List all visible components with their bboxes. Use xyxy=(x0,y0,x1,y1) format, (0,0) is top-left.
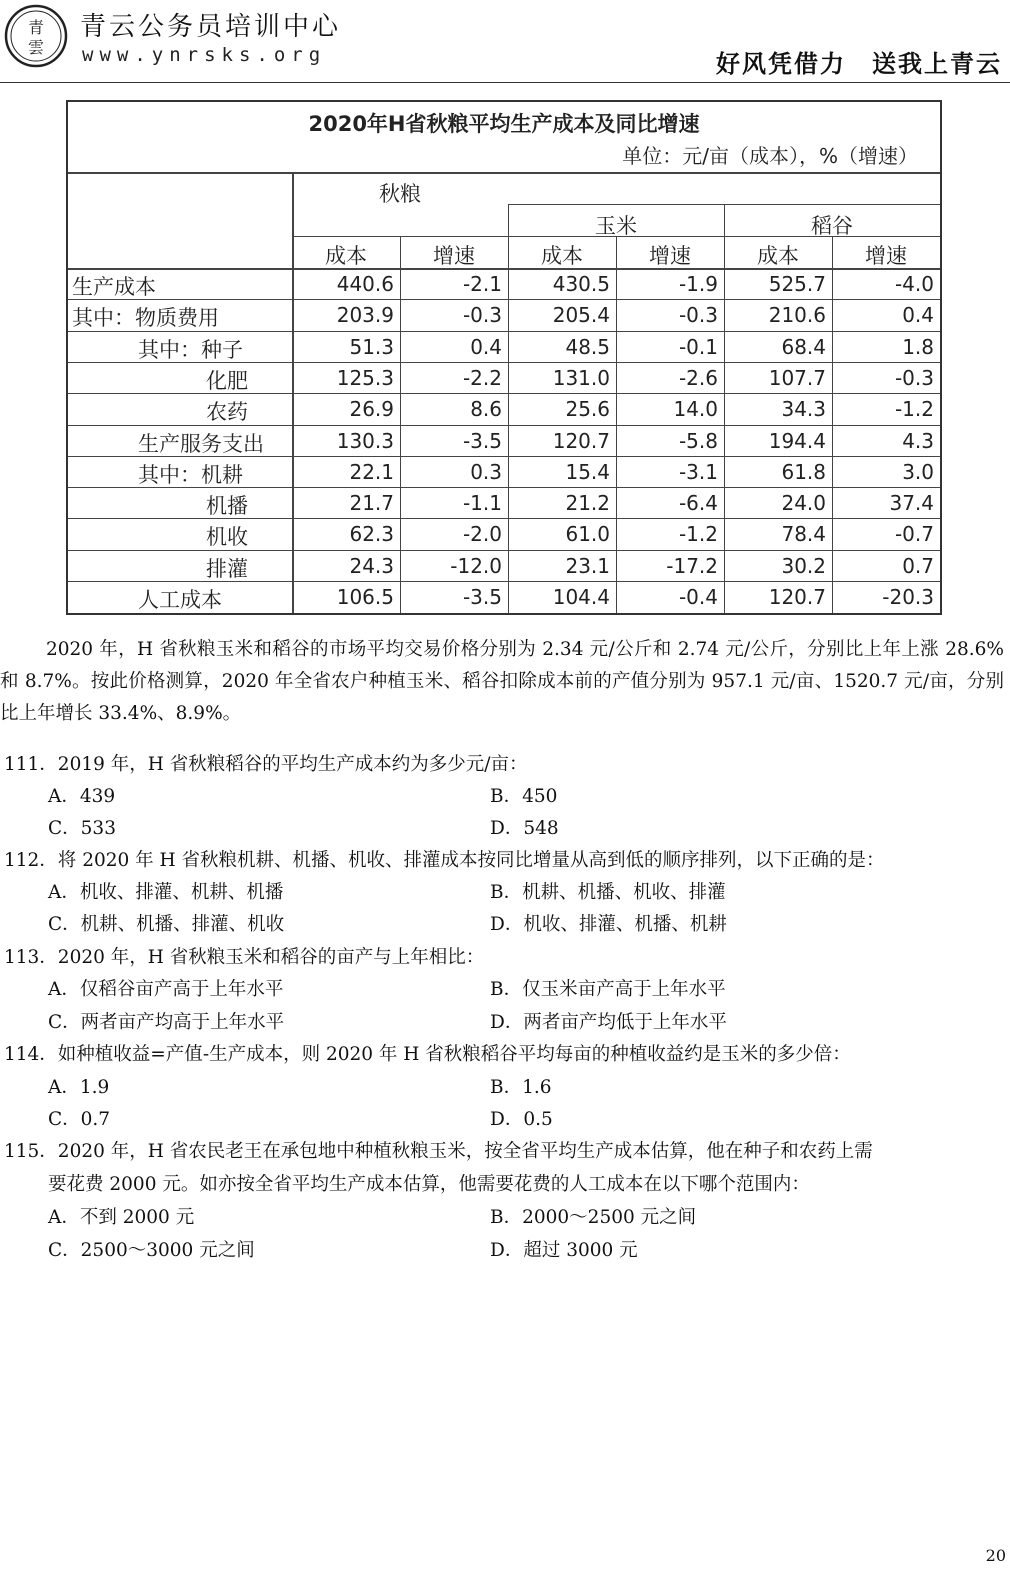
option-d: D．机收、排灌、机播、机耕 xyxy=(490,914,727,935)
table-cell: 68.4 xyxy=(781,334,826,359)
table-cell: -5.8 xyxy=(678,428,718,453)
table-cell: 24.3 xyxy=(349,553,394,578)
table-cell: 106.5 xyxy=(336,585,394,609)
table-cell: 34.3 xyxy=(781,397,826,422)
table-rule xyxy=(68,550,940,551)
row-label: 其中：物质费用 xyxy=(72,306,219,331)
option-b: B．450 xyxy=(490,786,558,807)
svg-text:青: 青 xyxy=(27,18,45,37)
table-cell: -20.3 xyxy=(882,585,934,609)
table-rule xyxy=(68,172,940,174)
table-unit: 单位：元/亩（成本），%（增速） xyxy=(622,144,918,168)
table-cell: 21.2 xyxy=(565,491,610,516)
question-stem: 112．将 2020 年 H 省秋粮机耕、机播、机收、排灌成本按同比增量从高到低的顺序排列，以下正确的是： xyxy=(4,850,885,871)
page-header xyxy=(0,0,1010,83)
header-yumi: 玉米 xyxy=(595,214,637,238)
option-a: A．机收、排灌、机耕、机播 xyxy=(48,882,284,903)
table-rule xyxy=(68,299,940,300)
table-cell: 0.4 xyxy=(902,303,934,328)
table-cell: 15.4 xyxy=(565,459,610,484)
org-url: www.ynrsks.org xyxy=(82,44,327,66)
table-cell: 0.3 xyxy=(470,459,502,484)
table-cell: 205.4 xyxy=(552,303,610,328)
table-cell: 22.1 xyxy=(349,459,394,484)
option-d: D．超过 3000 元 xyxy=(490,1240,638,1261)
table-cell: 0.4 xyxy=(470,334,502,359)
table-cell: 37.4 xyxy=(889,491,934,516)
table-cell: -1.1 xyxy=(462,491,502,516)
table-cell: 120.7 xyxy=(552,428,610,453)
option-d: D．548 xyxy=(490,818,559,839)
question-stem-continued: 要花费 2000 元。如亦按全省平均生产成本估算，他需要花费的人工成本在以下哪个范围内： xyxy=(48,1174,810,1195)
option-c: C．0.7 xyxy=(48,1109,111,1130)
passage-text: 2020 年，H 省秋粮玉米和稻谷的市场平均交易价格分别为 2.34 元/公斤和 2.74 元/公斤，分别比上年上涨 28.6%和 8.7%。按此价格测算，2020 年全省农户种植玉米、稻谷扣除成本前的产值分别为 957.1 元/亩、1520.7 元/亩，分别比上年增长 33.4%、8.9%。 xyxy=(0,639,1004,724)
row-label: 机播 xyxy=(206,494,248,519)
option-d: D．0.5 xyxy=(490,1109,553,1130)
table-cell: -0.4 xyxy=(678,585,718,609)
header-growth: 增速 xyxy=(649,244,691,268)
table-cell: 0.7 xyxy=(902,553,934,578)
table-cell: 14.0 xyxy=(673,397,718,422)
table-cell: 23.1 xyxy=(565,553,610,578)
table-cell: 61.8 xyxy=(781,459,826,484)
header-growth: 增速 xyxy=(865,244,907,268)
option-b: B．仅玉米亩产高于上年水平 xyxy=(490,979,726,1000)
header-cost: 成本 xyxy=(541,244,583,268)
option-c: C．2500～3000 元之间 xyxy=(48,1240,255,1261)
table-cell: 26.9 xyxy=(349,397,394,422)
table-cell: 525.7 xyxy=(768,272,826,296)
header-cost: 成本 xyxy=(757,244,799,268)
option-a: A．仅稻谷亩产高于上年水平 xyxy=(48,979,284,1000)
table-cell: -0.7 xyxy=(894,522,934,547)
table-cell: 4.3 xyxy=(902,428,934,453)
table-rule xyxy=(68,331,940,332)
option-b: B．机耕、机播、机收、排灌 xyxy=(490,882,726,903)
svg-text:雲: 雲 xyxy=(27,38,45,57)
table-cell: -0.3 xyxy=(678,303,718,328)
table-rule xyxy=(68,518,940,519)
table-cell: 210.6 xyxy=(768,303,826,328)
table-cell: 130.3 xyxy=(336,428,394,453)
table-cell: 61.0 xyxy=(565,522,610,547)
row-label: 人工成本 xyxy=(138,588,222,612)
option-a: A．1.9 xyxy=(48,1077,110,1098)
table-cell: 21.7 xyxy=(349,491,394,516)
header-daogu: 稻谷 xyxy=(811,214,853,238)
row-label: 生产成本 xyxy=(72,275,156,299)
table-rule xyxy=(68,425,940,426)
table-cell: -3.5 xyxy=(462,585,502,609)
table-rule xyxy=(68,456,940,457)
table-cell: -2.1 xyxy=(462,272,502,296)
page-number: 20 xyxy=(985,1546,1006,1565)
table-cell: 120.7 xyxy=(768,585,826,609)
row-label: 化肥 xyxy=(206,368,248,393)
question-stem: 114．如种植收益=产值-生产成本，则 2020 年 H 省秋粮稻谷平均每亩的种植收益约是玉米的多少倍： xyxy=(4,1044,851,1065)
table-cell: -1.9 xyxy=(678,272,718,296)
header-slogan: 好风凭借力 送我上青云 xyxy=(716,50,1002,78)
option-c: C．533 xyxy=(48,818,116,839)
option-b: B．2000～2500 元之间 xyxy=(490,1207,697,1228)
table-cell: -2.0 xyxy=(462,522,502,547)
table-cell: -17.2 xyxy=(666,553,718,578)
option-c: C．机耕、机播、排灌、机收 xyxy=(48,914,285,935)
table-cell: 24.0 xyxy=(781,491,826,516)
table-cell: 78.4 xyxy=(781,522,826,547)
table-cell: -4.0 xyxy=(894,272,934,296)
table-cell: 48.5 xyxy=(565,334,610,359)
table-cell: 194.4 xyxy=(768,428,826,453)
table-cell: -1.2 xyxy=(678,522,718,547)
table-cell: 203.9 xyxy=(336,303,394,328)
table-cell: -3.1 xyxy=(678,459,718,484)
table-cell: -1.2 xyxy=(894,397,934,422)
table-cell: -0.1 xyxy=(678,334,718,359)
table-cell: 440.6 xyxy=(336,272,394,296)
table-rule xyxy=(68,487,940,488)
table-rule xyxy=(68,581,940,582)
row-label: 其中：机耕 xyxy=(138,462,243,487)
table-cell: 8.6 xyxy=(470,397,502,422)
table-rule xyxy=(68,393,940,394)
table-cell: 3.0 xyxy=(902,459,934,484)
qingyun-logo-icon xyxy=(4,4,68,68)
option-b: B．1.6 xyxy=(490,1077,552,1098)
header-qiuliang: 秋粮 xyxy=(379,182,421,206)
row-label: 农药 xyxy=(206,400,248,425)
question-stem: 115．2020 年，H 省农民老王在承包地中种植秋粮玉米，按全省平均生产成本估算，他在种子和农药上需 xyxy=(4,1141,873,1162)
table-cell: -6.4 xyxy=(678,491,718,516)
table-cell: 25.6 xyxy=(565,397,610,422)
question-stem: 111．2019 年，H 省秋粮稻谷的平均生产成本约为多少元/亩： xyxy=(4,754,528,775)
row-label: 机收 xyxy=(206,525,248,550)
table-cell: 1.8 xyxy=(902,334,934,359)
table-cell: 430.5 xyxy=(552,272,610,296)
header-growth: 增速 xyxy=(433,244,475,268)
table-cell: 104.4 xyxy=(552,585,610,609)
table-cell: -0.3 xyxy=(462,303,502,328)
table-cell: 107.7 xyxy=(768,365,826,390)
table-title: 2020年H省秋粮平均生产成本及同比增速 xyxy=(308,112,700,136)
org-name: 青云公务员培训中心 xyxy=(80,12,342,42)
cost-table xyxy=(66,100,942,615)
option-a: A．不到 2000 元 xyxy=(48,1207,195,1228)
table-cell: -2.2 xyxy=(462,365,502,390)
row-label: 生产服务支出 xyxy=(138,431,264,456)
table-cell: -12.0 xyxy=(450,553,502,578)
header-cost: 成本 xyxy=(325,244,367,268)
table-cell: 51.3 xyxy=(349,334,394,359)
table-cell: 125.3 xyxy=(336,365,394,390)
option-d: D．两者亩产均低于上年水平 xyxy=(490,1012,727,1033)
option-c: C．两者亩产均高于上年水平 xyxy=(48,1012,285,1033)
table-rule xyxy=(68,362,940,363)
option-a: A．439 xyxy=(48,786,116,807)
table-cell: -0.3 xyxy=(894,365,934,390)
table-cell: -2.6 xyxy=(678,365,718,390)
table-cell: -3.5 xyxy=(462,428,502,453)
material-passage xyxy=(0,634,1004,730)
row-label: 其中：种子 xyxy=(138,337,243,362)
question-stem: 113．2020 年，H 省秋粮玉米和稻谷的亩产与上年相比： xyxy=(4,947,485,968)
row-label: 排灌 xyxy=(206,556,248,581)
table-cell: 30.2 xyxy=(781,553,826,578)
table-cell: 62.3 xyxy=(349,522,394,547)
table-cell: 131.0 xyxy=(552,365,610,390)
